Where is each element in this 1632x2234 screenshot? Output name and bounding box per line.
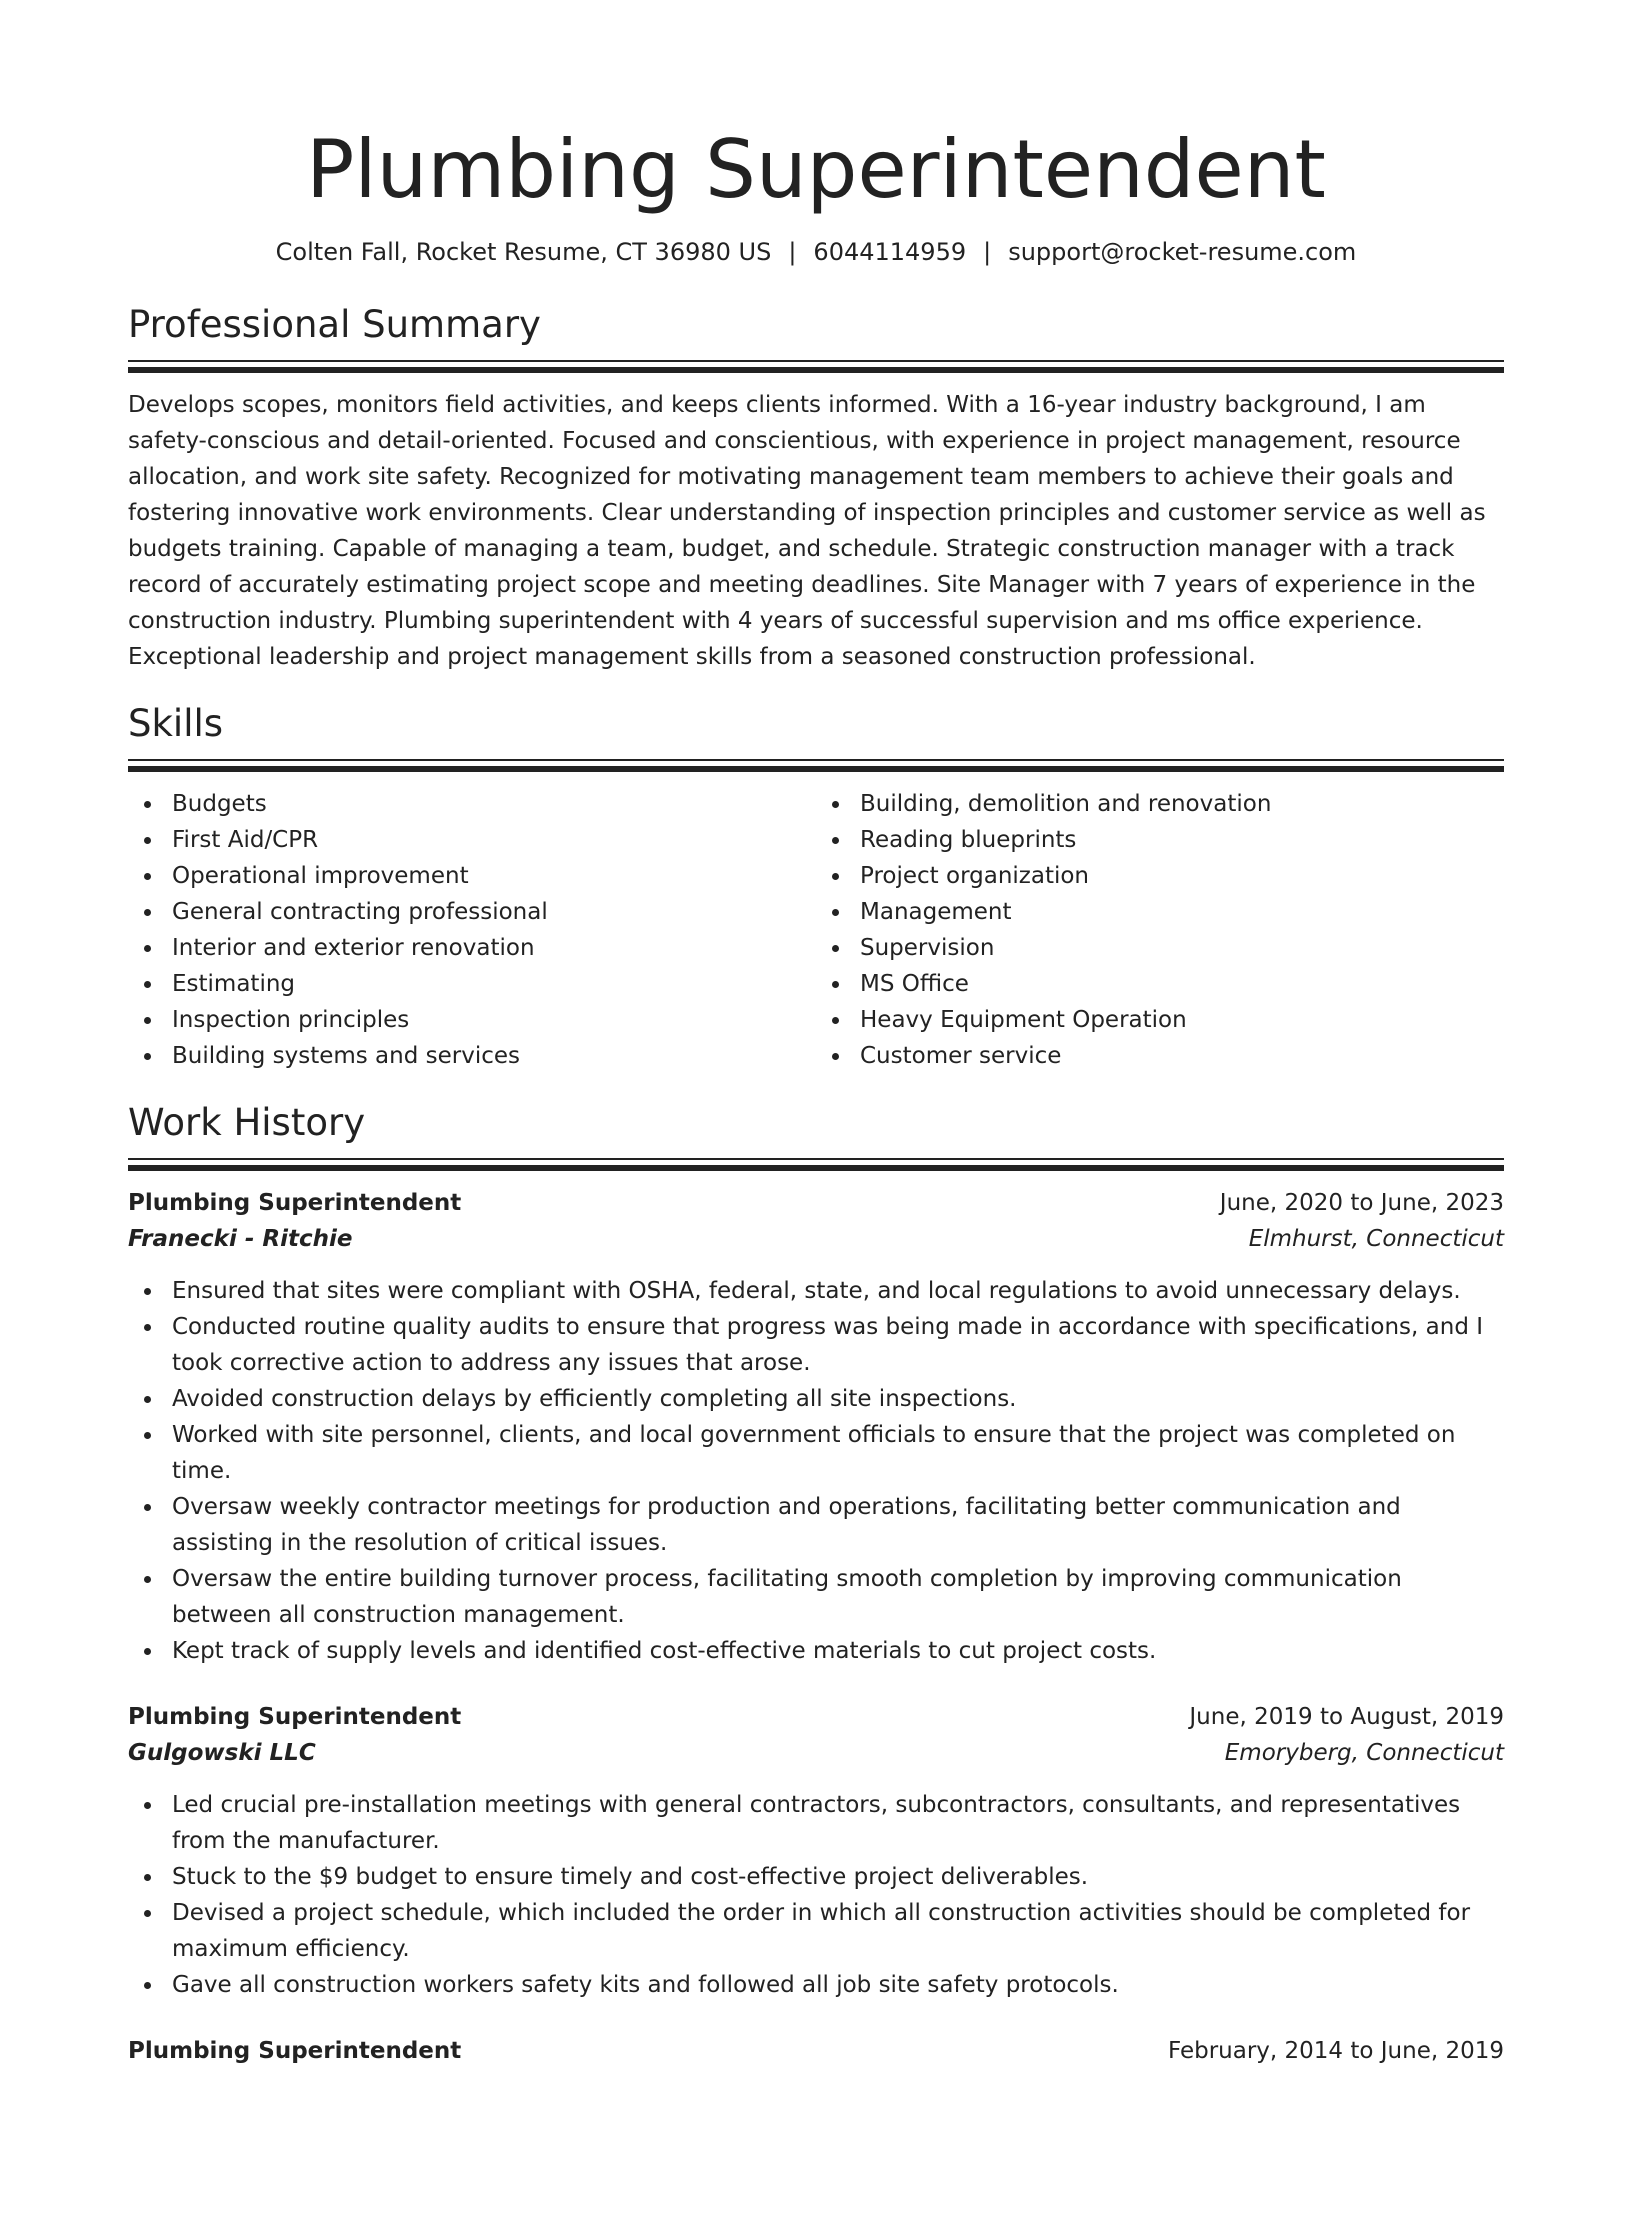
bullet-item: Ensured that sites were compliant with OSHA, federal, state, and local regulations to avoid unnecessary delays. bbox=[172, 1273, 1504, 1309]
skill-item: Operational improvement bbox=[172, 858, 816, 894]
job-title: Plumbing Superintendent bbox=[128, 2038, 462, 2064]
job-header bbox=[128, 2033, 1504, 2069]
bullet-item: Conducted routine quality audits to ensure that progress was being made in accordance with specifications, and I took corrective action to address any issues that arose. bbox=[172, 1309, 1504, 1381]
summary-text: Develops scopes, monitors field activities, and keeps clients informed. With a 16-year industry background, I am safety-conscious and detail-oriented. Focused and conscientious, with experience in project management, resource allocation, and work site safety. Recognized for motivating management team members to achieve their goals and fostering innovative work environments. Clear understanding of inspection principles and customer service as well as budgets training. Capable of managing a team, budget, and schedule. Strategic construction manager with a track record of accurately estimating project scope and meeting deadlines. Site Manager with 7 years of experience in the construction industry. Plumbing superintendent with 4 years of successful supervision and ms office experience. Exceptional leadership and project management skills from a seasoned construction professional. bbox=[128, 392, 1486, 670]
skill-item: Supervision bbox=[860, 930, 1504, 966]
skill-item: Inspection principles bbox=[172, 1002, 816, 1038]
phone: 6044114959 bbox=[813, 238, 967, 266]
job-header bbox=[128, 1185, 1504, 1221]
skill-item: Reading blueprints bbox=[860, 822, 1504, 858]
summary-section bbox=[128, 302, 1504, 675]
bullet-item: Oversaw the entire building turnover process, facilitating smooth completion by improving communication between all construction management. bbox=[172, 1561, 1504, 1633]
bullet-item: Oversaw weekly contractor meetings for production and operations, facilitating better communication and assisting in the resolution of critical issues. bbox=[172, 1489, 1504, 1561]
section-divider bbox=[128, 759, 1504, 772]
skill-item: Budgets bbox=[172, 786, 816, 822]
job-subheader bbox=[128, 1735, 1504, 1771]
bullet-item: Avoided construction delays by efficiently completing all site inspections. bbox=[172, 1381, 1504, 1417]
skill-item: Building systems and services bbox=[172, 1038, 816, 1074]
skills-list-right bbox=[816, 786, 1504, 1074]
job-title: Plumbing Superintendent bbox=[128, 1704, 462, 1730]
job-bullets bbox=[128, 1787, 1504, 2003]
job-title: Plumbing Superintendent bbox=[128, 1190, 462, 1216]
separator: | bbox=[983, 238, 992, 266]
separator: | bbox=[788, 238, 797, 266]
skills-list-left bbox=[128, 786, 816, 1074]
resume-page bbox=[0, 122, 1632, 2069]
job-subheader bbox=[128, 1221, 1504, 1257]
job-entry bbox=[128, 1185, 1504, 1669]
section-divider bbox=[128, 360, 1504, 373]
address: Colten Fall, Rocket Resume, CT 36980 US bbox=[275, 238, 772, 266]
skill-item: Customer service bbox=[860, 1038, 1504, 1074]
work-history-section bbox=[128, 1100, 1504, 2069]
skill-item: Estimating bbox=[172, 966, 816, 1002]
section-heading: Professional Summary bbox=[128, 303, 541, 346]
company-name: Gulgowski LLC bbox=[128, 1740, 316, 1766]
bullet-item: Stuck to the $9 budget to ensure timely and cost-effective project deliverables. bbox=[172, 1859, 1504, 1895]
job-dates: June, 2019 to August, 2019 bbox=[1189, 1704, 1504, 1730]
bullet-item: Kept track of supply levels and identified cost-effective materials to cut project costs. bbox=[172, 1633, 1504, 1669]
job-entry bbox=[128, 2033, 1504, 2069]
job-location: Elmhurst, Connecticut bbox=[1248, 1226, 1504, 1252]
skill-item: Interior and exterior renovation bbox=[172, 930, 816, 966]
section-heading: Skills bbox=[128, 702, 224, 745]
job-entry bbox=[128, 1699, 1504, 2003]
skill-item: Heavy Equipment Operation bbox=[860, 1002, 1504, 1038]
bullet-item: Devised a project schedule, which included the order in which all construction activities should be completed for maximum efficiency. bbox=[172, 1895, 1504, 1967]
page-title: Plumbing Superintendent bbox=[306, 123, 1326, 216]
skill-item: MS Office bbox=[860, 966, 1504, 1002]
email: support@rocket-resume.com bbox=[1008, 238, 1357, 266]
job-dates: February, 2014 to June, 2019 bbox=[1167, 2038, 1504, 2064]
bullet-item: Gave all construction workers safety kits and followed all job site safety protocols. bbox=[172, 1967, 1504, 2003]
skill-item: Project organization bbox=[860, 858, 1504, 894]
skill-item: First Aid/CPR bbox=[172, 822, 816, 858]
bullet-item: Led crucial pre-installation meetings with general contractors, subcontractors, consultants, and representatives from the manufacturer. bbox=[172, 1787, 1504, 1859]
contact-line bbox=[128, 234, 1504, 270]
skills-grid bbox=[128, 786, 1504, 1074]
skills-section bbox=[128, 701, 1504, 1074]
bullet-item: Worked with site personnel, clients, and local government officials to ensure that the project was completed on time. bbox=[172, 1417, 1504, 1489]
section-heading: Work History bbox=[128, 1101, 366, 1144]
job-location: Emoryberg, Connecticut bbox=[1224, 1740, 1504, 1766]
skill-item: General contracting professional bbox=[172, 894, 816, 930]
section-divider bbox=[128, 1158, 1504, 1171]
job-header bbox=[128, 1699, 1504, 1735]
skill-item: Management bbox=[860, 894, 1504, 930]
skill-item: Building, demolition and renovation bbox=[860, 786, 1504, 822]
company-name: Franecki - Ritchie bbox=[128, 1226, 353, 1252]
job-dates: June, 2020 to June, 2023 bbox=[1219, 1190, 1504, 1216]
job-bullets bbox=[128, 1273, 1504, 1669]
